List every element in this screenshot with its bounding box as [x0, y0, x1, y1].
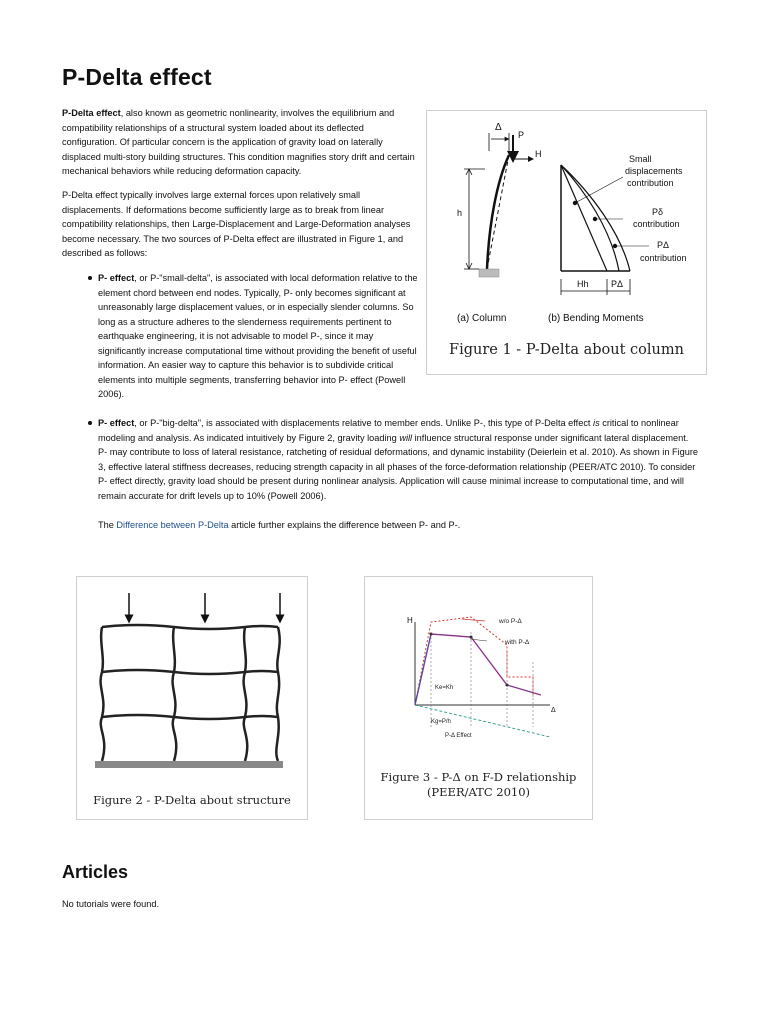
bullet-marker	[88, 276, 92, 280]
label-with-pdelta: with P-Δ	[505, 639, 530, 646]
difference-suffix: article further explains the difference between P- and P-.	[228, 520, 461, 530]
label-pdelta-effect: P-Δ Effect	[445, 733, 472, 739]
label-displacements: displacements	[625, 166, 683, 176]
bullet-term: P- effect	[98, 273, 135, 283]
figure-3	[364, 576, 593, 820]
label-delta-axis: Δ	[551, 707, 556, 714]
bullet-text: influence structural response under significant lateral displacement. P- may contribute to loss of lateral resistance, ratcheting of residual deformations, and dynamic instability (Deierlein et al. 2010). As shown in Figure 3, effective lateral stiffness decreases, reducing strength capacity in all phases of the force-deformation relationship (PEER/ATC 2010). To consider P- effect directly, gravity load should be present during nonlinear analysis. Application will cause minimal increase to computational time, and will remain accurate for drift levels up to 10% (Powell 2006).	[98, 432, 699, 501]
emphasis: is	[593, 418, 600, 428]
label-column: (a) Column	[457, 313, 507, 324]
label-contribution-1: contribution	[627, 178, 674, 188]
bullet-marker	[88, 421, 92, 425]
no-tutorials-text: No tutorials were found.	[62, 899, 160, 909]
label-h-axis: H	[407, 616, 413, 625]
difference-link[interactable]: Difference between P-Delta	[116, 520, 229, 530]
label-p: P	[518, 130, 525, 140]
bullet-term: P- effect	[98, 418, 135, 428]
label-p-big-delta: PΔ	[657, 240, 670, 250]
bullet-item-small-delta	[98, 271, 418, 402]
label-pdelta-base: PΔ	[611, 279, 624, 289]
page-title: P-Delta effect	[62, 64, 212, 90]
label-hh: Hh	[577, 279, 589, 289]
intro-text: , also known as geometric nonlinearity, involves the equilibrium and compatibility relationships of a structural system loaded about its deflected configuration. Of particular concern is the application of gravity load on laterally displaced multi-story building structures. This condition magnifies story drift and certain mechanical behaviors while reducing deformation capacity.	[62, 108, 415, 176]
label-h-force: H	[535, 149, 542, 159]
figure-1-diagram	[427, 111, 706, 374]
label-p-small-delta: Pδ	[652, 207, 664, 217]
label-delta: Δ	[495, 122, 502, 133]
label-kg: Kg=P/h	[431, 719, 451, 725]
intro-paragraph-1	[62, 106, 417, 179]
label-contribution-2: contribution	[633, 219, 680, 229]
figure-2	[76, 576, 308, 820]
figure-2-caption: Figure 2 - P-Delta about structure	[93, 793, 291, 807]
intro-paragraph-2: P-Delta effect typically involves large external forces upon relatively small displacements. If deformations become sufficiently large as to break from linear compatibility relationships, then Large-Displacement and Large-Deformation analyses become necessary. The two sources of P-Delta effect are illustrated in Figure 1, and described as follows:	[62, 190, 411, 258]
label-height: h	[457, 208, 463, 218]
label-small: Small	[629, 154, 652, 164]
intro-term: P-Delta effect	[62, 108, 121, 118]
figure-2-diagram	[77, 577, 307, 819]
figure-3-caption	[365, 770, 592, 800]
label-without-pdelta: w/o P-Δ	[499, 618, 522, 625]
label-contribution-3: contribution	[640, 253, 687, 263]
label-bending-moments: (b) Bending Moments	[548, 313, 644, 324]
figure-3-caption-line-1: Figure 3 - P-Δ on F-D relationship	[380, 770, 577, 784]
label-ke-kh: Ke=Kh	[435, 685, 454, 691]
figure-3-caption-line-2: (PEER/ATC 2010)	[426, 785, 531, 799]
bullet-text: , or P-"small-delta", is associated with local deformation relative to the element chord between end nodes. Typically, P- only becomes significant at unreasonably large displacement values, or in especially slender columns. So long as a structure adheres to the slenderness requirements pertinent to earthquake engineering, it is not advisable to model P-, since it may significantly increase computational time without providing the benefit of useful information. An easier way to capture this behavior is to subdivide critical elements into multiple segments, transferring behavior into P- effect (Powell 2006).	[98, 273, 418, 399]
bullet-item-big-delta	[98, 416, 700, 503]
articles-heading: Articles	[62, 862, 129, 882]
figure-1	[426, 110, 707, 375]
bullet-text: , or P-"big-delta", is associated with displacements relative to member ends. Unlike P-, this type of P-Delta effect	[134, 418, 594, 428]
difference-paragraph	[98, 518, 460, 533]
figure-1-caption: Figure 1 - P-Delta about column	[449, 342, 684, 358]
difference-prefix: The	[98, 520, 117, 530]
bullet-text: critical to nonlinear modeling and analysis. As indicated intuitively by Figure 2, gravity loading	[98, 418, 679, 443]
emphasis: will	[399, 432, 413, 443]
